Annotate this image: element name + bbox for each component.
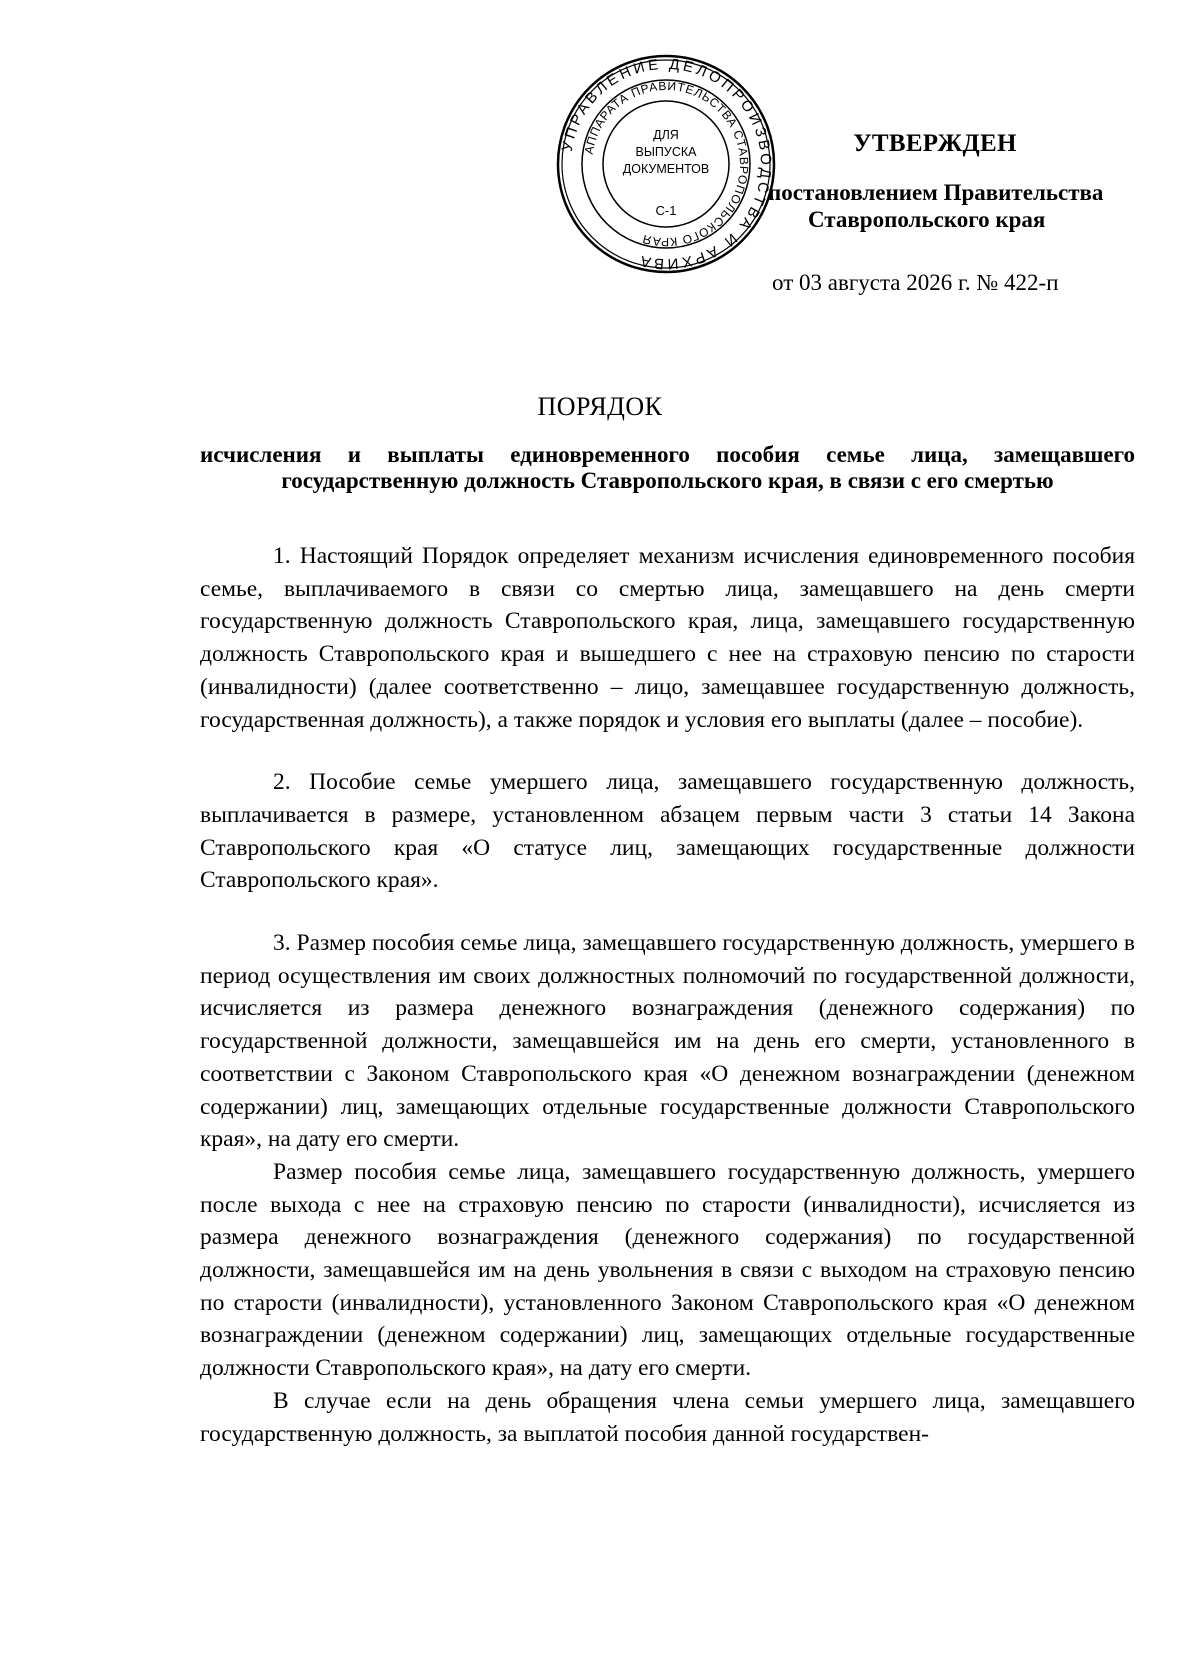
approval-date: от 03 августа 2026 г. № 422-п — [772, 270, 1059, 295]
official-stamp — [555, 53, 777, 275]
paragraph-3-part-2: Размер пособия семье лица, замещавшего государственную должность, умершего после выхода с нее на страховую пенсию по старости (инвалидности), исчисляется из размера денежного вознаграждения (денежного содержания) по государственной должности, замещавшейся им на день увольнения в связи с выходом на страховую пенсию по старости (инвалидности), установленного Законом Ставропольского края «О денежном вознаграждении (денежном содержании) лиц, замещающих отдельные государственные должности Ставропольского края», на дату его смерти. — [200, 1158, 1135, 1382]
stamp-code: С-1 — [655, 203, 677, 218]
approval-line-1: постановлением Правительства — [768, 180, 1104, 205]
approval-title: УТВЕРЖДЕН — [853, 130, 1017, 157]
paragraph-1: 1. Настоящий Порядок определяет механизм исчисления единовременного пособия семье, выплачиваемого в связи со смертью лица, замещавшего на день смерти государственную должность Ставропольского края, лица, замещавшего государственную должность Ставропольского края и вышедшего с нее на страховую пенсию по старости (инвалидности) (далее соответственно – лицо, замещавшее государственную должность, государственная должность), а также порядок и условия его выплаты (далее – пособие). — [200, 543, 1135, 733]
document-body — [200, 540, 1135, 1450]
document-heading: ПОРЯДОК — [537, 392, 663, 421]
stamp-center-line-1: ДЛЯ — [653, 128, 679, 142]
stamp-outer-text: УПРАВЛЕНИЕ ДЕЛОПРОИЗВОДСТВА И АРХИВА — [558, 55, 775, 273]
paragraph-2: 2. Пособие семье умершего лица, замещавшего государственную должность, выплачивается в размере, установленном абзацем первым части 3 статьи 14 Закона Ставропольского края «О статусе лиц, замещающих государственные должности Ставропольского края». — [200, 769, 1135, 894]
document-subheading: исчисления и выплаты единовременного пособия семье лица, замещавшего государственную должность Ставропольского края, в связи с его смертью — [200, 442, 1135, 493]
stamp-seal-icon — [555, 53, 777, 275]
paragraph-3: 3. Размер пособия семье лица, замещавшего государственную должность, умершего в период осуществления им своих должностных полномочий по государственной должности, исчисляется из размера денежного вознаграждения (денежного содержания) по государственной должности, замещавшейся им на день его смерти, установленного в соответствии с Законом Ставропольского края «О денежном вознаграждении (денежном содержании) лиц, замещающих отдельные государственные должности Ставропольского края», на дату его смерти. — [200, 930, 1135, 1153]
stamp-center-line-2: ВЫПУСКА — [635, 145, 697, 159]
paragraph-3-part-3: В случае если на день обращения члена семьи умершего лица, замещавшего государственную должность, за выплатой пособия данной государствен- — [200, 1387, 1135, 1447]
approval-line-2: Ставропольского края — [808, 207, 1046, 232]
stamp-inner-text: АППАРАТА ПРАВИТЕЛЬСТВА СТАВРОПОЛЬСКОГО КРАЯ — [581, 78, 752, 250]
stamp-center-line-3: ДОКУМЕНТОВ — [622, 162, 710, 176]
